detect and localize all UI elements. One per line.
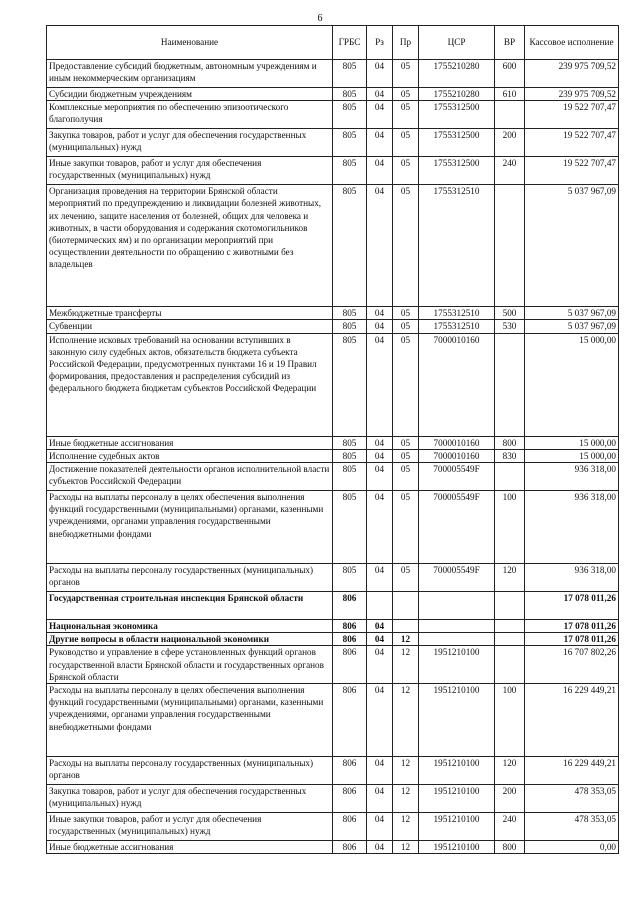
table-row	[47, 333, 619, 436]
cell-rz: 04	[367, 757, 393, 785]
cell-pr: 05	[393, 491, 419, 564]
cell-amount: 19 522 707,47	[525, 101, 619, 129]
table-row	[47, 449, 619, 462]
cell-csr: 1951210100	[419, 646, 495, 684]
cell-vr	[495, 333, 525, 436]
cell-amount: 17 078 011,26	[525, 633, 619, 646]
table-row	[47, 129, 619, 157]
cell-amount: 239 975 709,52	[525, 60, 619, 88]
cell-grbs: 805	[333, 185, 367, 307]
cell-csr: 1755210280	[419, 60, 495, 88]
cell-csr: 1755312510	[419, 307, 495, 320]
table-row	[47, 841, 619, 854]
cell-grbs: 805	[333, 307, 367, 320]
cell-rz: 04	[367, 60, 393, 88]
table-row	[47, 88, 619, 101]
cell-rz: 04	[367, 620, 393, 633]
cell-vr	[495, 646, 525, 684]
cell-rz	[367, 592, 393, 620]
cell-name: Исполнение судебных актов	[47, 449, 333, 462]
cell-name: Иные бюджетные ассигнования	[47, 841, 333, 854]
cell-vr: 200	[495, 129, 525, 157]
table-row	[47, 491, 619, 564]
table-row	[47, 463, 619, 491]
cell-pr	[393, 592, 419, 620]
cell-grbs: 806	[333, 757, 367, 785]
cell-pr: 12	[393, 785, 419, 813]
table-row	[47, 436, 619, 449]
cell-name: Государственная строительная инспекция Брянской области	[47, 592, 333, 620]
cell-rz: 04	[367, 333, 393, 436]
cell-vr: 100	[495, 491, 525, 564]
cell-vr: 500	[495, 307, 525, 320]
header-vr: ВР	[495, 26, 525, 60]
cell-csr: 1951210100	[419, 785, 495, 813]
cell-amount: 15 000,00	[525, 449, 619, 462]
cell-pr: 05	[393, 564, 419, 592]
cell-grbs: 805	[333, 333, 367, 436]
cell-csr	[419, 633, 495, 646]
budget-table	[46, 25, 619, 854]
cell-csr: 700005549F	[419, 491, 495, 564]
cell-csr: 1951210100	[419, 684, 495, 757]
header-rz: Рз	[367, 26, 393, 60]
table-row	[47, 757, 619, 785]
cell-amount: 936 318,00	[525, 564, 619, 592]
cell-vr: 800	[495, 841, 525, 854]
cell-vr	[495, 101, 525, 129]
cell-rz: 04	[367, 449, 393, 462]
table-row	[47, 320, 619, 333]
cell-vr: 200	[495, 785, 525, 813]
cell-amount: 5 037 967,09	[525, 185, 619, 307]
cell-name: Иные бюджетные ассигнования	[47, 436, 333, 449]
cell-pr: 05	[393, 129, 419, 157]
cell-amount: 0,00	[525, 841, 619, 854]
header-row	[47, 26, 619, 60]
cell-grbs: 805	[333, 101, 367, 129]
cell-rz: 04	[367, 307, 393, 320]
cell-name: Расходы на выплаты персоналу государственных (муниципальных) органов	[47, 564, 333, 592]
cell-name: Другие вопросы в области национальной экономики	[47, 633, 333, 646]
cell-pr: 12	[393, 757, 419, 785]
cell-vr: 610	[495, 88, 525, 101]
cell-vr	[495, 592, 525, 620]
cell-vr	[495, 633, 525, 646]
table-row	[47, 101, 619, 129]
cell-vr: 600	[495, 60, 525, 88]
cell-amount: 15 000,00	[525, 333, 619, 436]
cell-name: Расходы на выплаты персоналу в целях обеспечения выполнения функций государственными (муниципальными) органами, казенными учреждениями, органами управления государственными внебюджетными фондами	[47, 684, 333, 757]
cell-grbs: 806	[333, 813, 367, 841]
cell-grbs: 806	[333, 646, 367, 684]
cell-rz: 04	[367, 491, 393, 564]
cell-name: Достижение показателей деятельности органов исполнительной власти субъектов Российской Федерации	[47, 463, 333, 491]
cell-rz: 04	[367, 320, 393, 333]
table-row	[47, 684, 619, 757]
table-row	[47, 785, 619, 813]
cell-pr: 12	[393, 633, 419, 646]
cell-csr: 7000010160	[419, 333, 495, 436]
cell-name: Субсидии бюджетным учреждениям	[47, 88, 333, 101]
cell-rz: 04	[367, 88, 393, 101]
cell-rz: 04	[367, 157, 393, 185]
header-amount: Кассовое исполнение	[525, 26, 619, 60]
cell-csr	[419, 620, 495, 633]
cell-csr: 1951210100	[419, 757, 495, 785]
cell-amount: 5 037 967,09	[525, 307, 619, 320]
cell-pr: 05	[393, 320, 419, 333]
cell-rz: 04	[367, 436, 393, 449]
cell-amount: 16 707 802,26	[525, 646, 619, 684]
cell-amount: 16 229 449,21	[525, 684, 619, 757]
table-row	[47, 813, 619, 841]
cell-amount: 5 037 967,09	[525, 320, 619, 333]
table-row	[47, 60, 619, 88]
cell-csr: 1755312500	[419, 101, 495, 129]
cell-name: Закупка товаров, работ и услуг для обеспечения государственных (муниципальных) нужд	[47, 129, 333, 157]
cell-vr	[495, 185, 525, 307]
cell-name: Субвенции	[47, 320, 333, 333]
cell-vr: 120	[495, 757, 525, 785]
cell-vr: 800	[495, 436, 525, 449]
table-row	[47, 185, 619, 307]
cell-vr: 830	[495, 449, 525, 462]
cell-name: Иные закупки товаров, работ и услуг для обеспечения государственных (муниципальных) нужд	[47, 157, 333, 185]
cell-name: Иные закупки товаров, работ и услуг для обеспечения государственных (муниципальных) нужд	[47, 813, 333, 841]
cell-rz: 04	[367, 564, 393, 592]
cell-amount: 17 078 011,26	[525, 592, 619, 620]
cell-csr: 700005549F	[419, 564, 495, 592]
cell-csr: 1951210100	[419, 813, 495, 841]
cell-vr: 240	[495, 813, 525, 841]
cell-name: Организация проведения на территории Брянской области мероприятий по предупреждению и ликвидации болезней животных, их лечению, защите населения от болезней, общих для человека и животных, в части оборудования и содержания скотомогильников (биотермических ям) и по организации мероприятий при осуществлении деятельности по обращению с животными без владельцев	[47, 185, 333, 307]
cell-pr: 12	[393, 646, 419, 684]
cell-pr: 05	[393, 449, 419, 462]
header-csr: ЦСР	[419, 26, 495, 60]
cell-name: Комплексные мероприятия по обеспечению эпизоотического благополучия	[47, 101, 333, 129]
cell-name: Расходы на выплаты персоналу государственных (муниципальных) органов	[47, 757, 333, 785]
cell-pr: 05	[393, 436, 419, 449]
cell-name: Национальная экономика	[47, 620, 333, 633]
cell-rz: 04	[367, 129, 393, 157]
cell-pr: 05	[393, 157, 419, 185]
cell-pr: 05	[393, 463, 419, 491]
page-number: 6	[317, 13, 323, 24]
cell-rz: 04	[367, 841, 393, 854]
cell-pr: 12	[393, 813, 419, 841]
cell-csr: 1755312500	[419, 157, 495, 185]
cell-csr: 1951210100	[419, 841, 495, 854]
cell-amount: 16 229 449,21	[525, 757, 619, 785]
cell-rz: 04	[367, 463, 393, 491]
cell-amount: 15 000,00	[525, 436, 619, 449]
cell-rz: 04	[367, 785, 393, 813]
table-row	[47, 620, 619, 633]
cell-pr: 12	[393, 841, 419, 854]
header-pr: Пр	[393, 26, 419, 60]
cell-pr: 12	[393, 684, 419, 757]
cell-rz: 04	[367, 646, 393, 684]
cell-grbs: 806	[333, 684, 367, 757]
cell-name: Предоставление субсидий бюджетным, автономным учреждениям и иным некоммерческим организациям	[47, 60, 333, 88]
cell-vr: 240	[495, 157, 525, 185]
cell-grbs: 806	[333, 620, 367, 633]
cell-name: Исполнение исковых требований на основании вступивших в законную силу судебных актов, обязательств бюджета субъекта Российской Федерации, предусмотренных пунктами 16 и 19 Правил формирования, предоставления и распределения субсидий из федерального бюджета бюджетам субъектов Российской Федерации	[47, 333, 333, 436]
cell-amount: 478 353,05	[525, 813, 619, 841]
cell-grbs: 806	[333, 633, 367, 646]
cell-csr	[419, 592, 495, 620]
cell-name: Расходы на выплаты персоналу в целях обеспечения выполнения функций государственными (муниципальными) органами, казенными учреждениями, органами управления государственными внебюджетными фондами	[47, 491, 333, 564]
cell-amount: 239 975 709,52	[525, 88, 619, 101]
cell-grbs: 805	[333, 129, 367, 157]
table-row	[47, 157, 619, 185]
cell-grbs: 805	[333, 436, 367, 449]
cell-amount: 478 353,05	[525, 785, 619, 813]
table-row	[47, 633, 619, 646]
cell-grbs: 805	[333, 60, 367, 88]
cell-csr: 1755210280	[419, 88, 495, 101]
cell-csr: 1755312510	[419, 185, 495, 307]
cell-csr: 1755312500	[419, 129, 495, 157]
cell-rz: 04	[367, 813, 393, 841]
cell-pr: 05	[393, 185, 419, 307]
table-row	[47, 646, 619, 684]
cell-amount: 936 318,00	[525, 463, 619, 491]
cell-rz: 04	[367, 633, 393, 646]
header-name: Наименование	[47, 26, 333, 60]
cell-vr	[495, 620, 525, 633]
cell-grbs: 805	[333, 491, 367, 564]
cell-grbs: 805	[333, 88, 367, 101]
cell-grbs: 805	[333, 157, 367, 185]
cell-amount: 17 078 011,26	[525, 620, 619, 633]
cell-csr: 7000010160	[419, 449, 495, 462]
cell-amount: 19 522 707,47	[525, 129, 619, 157]
cell-csr: 1755312510	[419, 320, 495, 333]
cell-name: Руководство и управление в сфере установленных функций органов государственной власти Брянской области и государственных органов Брянской области	[47, 646, 333, 684]
header-grbs: ГРБС	[333, 26, 367, 60]
cell-pr: 05	[393, 101, 419, 129]
cell-rz: 04	[367, 101, 393, 129]
cell-amount: 19 522 707,47	[525, 157, 619, 185]
cell-grbs: 805	[333, 463, 367, 491]
cell-vr: 530	[495, 320, 525, 333]
cell-csr: 7000010160	[419, 436, 495, 449]
table-row	[47, 307, 619, 320]
cell-pr: 05	[393, 88, 419, 101]
cell-grbs: 806	[333, 841, 367, 854]
cell-name: Межбюджетные трансферты	[47, 307, 333, 320]
table-row	[47, 592, 619, 620]
cell-grbs: 805	[333, 564, 367, 592]
cell-grbs: 806	[333, 785, 367, 813]
cell-name: Закупка товаров, работ и услуг для обеспечения государственных (муниципальных) нужд	[47, 785, 333, 813]
cell-grbs: 805	[333, 320, 367, 333]
cell-grbs: 805	[333, 449, 367, 462]
cell-vr: 100	[495, 684, 525, 757]
cell-vr	[495, 463, 525, 491]
cell-grbs: 806	[333, 592, 367, 620]
cell-pr	[393, 620, 419, 633]
cell-vr: 120	[495, 564, 525, 592]
cell-pr: 05	[393, 60, 419, 88]
cell-pr: 05	[393, 307, 419, 320]
cell-csr: 700005549F	[419, 463, 495, 491]
cell-rz: 04	[367, 185, 393, 307]
cell-pr: 05	[393, 333, 419, 436]
cell-rz: 04	[367, 684, 393, 757]
table-row	[47, 564, 619, 592]
cell-amount: 936 318,00	[525, 491, 619, 564]
